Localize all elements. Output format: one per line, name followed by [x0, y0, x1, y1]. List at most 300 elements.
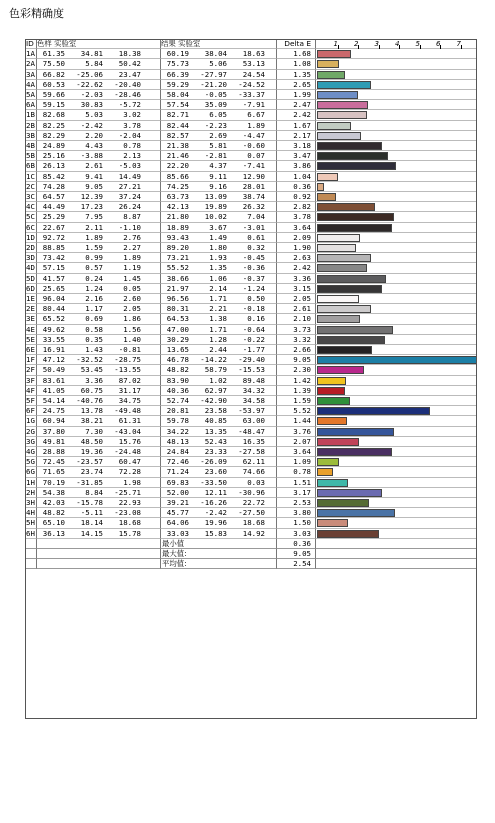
result-value: 35.09 [204, 100, 227, 110]
delta-e-bar [317, 336, 385, 344]
result-value: 20.81 [166, 406, 189, 416]
measured-value: 71.65 [42, 467, 65, 477]
result-value: 82.71 [166, 110, 189, 120]
measured-value: 24.89 [42, 141, 65, 150]
result-lab [161, 110, 277, 120]
result-value: -2.81 [204, 151, 227, 161]
patch-id: 1E [25, 294, 37, 304]
delta-e-bar [317, 162, 396, 170]
delta-e-bar [317, 91, 358, 99]
scale-label: 1 [333, 40, 338, 48]
measured-value: 8.87 [123, 212, 141, 222]
result-lab [161, 212, 277, 222]
result-value: 6.05 [209, 110, 227, 120]
measured-value: 1.89 [123, 253, 141, 263]
result-value: 89.20 [166, 243, 189, 252]
result-lab [161, 518, 277, 528]
result-lab [161, 447, 277, 457]
delta-e-value: 2.61 [277, 304, 316, 314]
measured-lab [37, 416, 161, 426]
patch-id: 6B [25, 161, 37, 171]
delta-e-value: 1.68 [277, 49, 316, 59]
result-value: 9.11 [209, 171, 227, 181]
delta-e-bar [317, 275, 386, 283]
measured-value: 33.55 [42, 334, 65, 344]
result-value: -7.91 [242, 100, 265, 110]
delta-e-value: 3.64 [277, 223, 316, 233]
result-lab [161, 172, 277, 182]
measured-value: 19.36 [80, 447, 103, 456]
measured-value: 0.35 [85, 334, 103, 344]
delta-e-value: 2.66 [277, 345, 316, 355]
measured-value: 50.42 [118, 59, 141, 69]
delta-e-value: 1.44 [277, 416, 316, 426]
bar-cell [316, 253, 477, 263]
measured-value: 0.78 [123, 141, 141, 150]
result-value: 1.02 [209, 375, 227, 385]
measured-value: 85.42 [42, 171, 65, 181]
measured-value: 60.94 [42, 416, 65, 426]
table-row [25, 325, 477, 335]
bar-cell [316, 192, 477, 202]
measured-value: 8.84 [85, 487, 103, 497]
patch-id: 6G [25, 467, 37, 477]
measured-lab [37, 447, 161, 457]
measured-value: 60.53 [42, 79, 65, 89]
measured-value: 61.31 [118, 416, 141, 426]
delta-e-bar [317, 489, 382, 497]
measured-value: -23.08 [114, 508, 141, 518]
measured-value: 2.16 [85, 294, 103, 303]
delta-e-bar [317, 499, 369, 507]
measured-value: 13.78 [80, 406, 103, 416]
measured-lab [37, 508, 161, 518]
delta-e-bar [317, 264, 367, 272]
delta-e-bar [317, 173, 338, 181]
delta-e-bar [317, 346, 372, 354]
result-value: 23.60 [204, 467, 227, 477]
measured-value: 83.61 [42, 375, 65, 385]
summary-spacer [25, 539, 37, 549]
measured-value: 9.41 [85, 171, 103, 181]
result-value: -29.40 [238, 355, 265, 365]
result-lab [161, 192, 277, 202]
result-lab [161, 488, 277, 498]
measured-value: -20.40 [114, 79, 141, 89]
patch-id: 4E [25, 325, 37, 335]
result-lab [161, 151, 277, 161]
summary-spacer [25, 559, 37, 569]
table-row [25, 355, 477, 365]
measured-value: 42.03 [42, 498, 65, 507]
patch-id: 2B [25, 121, 37, 131]
result-value: -3.01 [242, 222, 265, 232]
result-lab [161, 478, 277, 488]
result-value: 14.92 [242, 528, 265, 538]
delta-e-bar [317, 224, 392, 232]
result-lab [161, 467, 277, 477]
measured-value: 1.56 [123, 324, 141, 334]
result-lab [161, 529, 277, 539]
patch-id: 1A [25, 49, 37, 59]
bar-cell [316, 59, 477, 69]
bar-cell [316, 263, 477, 273]
measured-value: 18.68 [118, 518, 141, 528]
table-row [25, 212, 477, 222]
table-row [25, 396, 477, 406]
result-value: 38.04 [204, 49, 227, 59]
measured-value: 54.14 [42, 396, 65, 405]
table-row [25, 294, 477, 304]
bar-cell [316, 90, 477, 100]
patch-id: 6C [25, 223, 37, 233]
measured-value: 37.24 [118, 192, 141, 201]
measured-lab [37, 314, 161, 324]
result-value: 21.38 [166, 141, 189, 150]
result-lab [161, 161, 277, 171]
summary-value: 2.54 [277, 559, 316, 569]
result-lab [161, 365, 277, 375]
delta-e-value: 3.15 [277, 284, 316, 294]
delta-e-bar [317, 366, 364, 374]
patch-id: 5D [25, 274, 37, 284]
patch-id: 4D [25, 263, 37, 273]
result-lab [161, 294, 277, 304]
patch-id: 3H [25, 498, 37, 508]
table-row [25, 365, 477, 375]
patch-id: 3E [25, 314, 37, 324]
patch-id: 2G [25, 427, 37, 437]
result-value: 1.28 [209, 334, 227, 344]
measured-lab [37, 376, 161, 386]
table-row [25, 406, 477, 416]
measured-value: 1.40 [123, 334, 141, 344]
result-value: 1.93 [209, 253, 227, 263]
result-value: 73.21 [166, 253, 189, 263]
patch-id: 3A [25, 70, 37, 80]
delta-e-value: 3.76 [277, 427, 316, 437]
measured-value: 3.02 [123, 110, 141, 120]
summary-row [25, 559, 477, 569]
bar-cell [316, 508, 477, 518]
result-value: 1.89 [247, 120, 265, 130]
result-value: 82.57 [166, 130, 189, 140]
measured-value: 1.98 [123, 477, 141, 487]
measured-value: 70.19 [42, 477, 65, 487]
delta-e-bar [317, 326, 393, 334]
measured-value: 25.65 [42, 283, 65, 293]
result-lab [161, 253, 277, 263]
result-value: 28.01 [242, 181, 265, 191]
delta-e-value: 9.05 [277, 355, 316, 365]
measured-value: 61.35 [42, 49, 65, 59]
measured-lab [37, 223, 161, 233]
patch-id: 2C [25, 182, 37, 192]
measured-lab [37, 110, 161, 120]
bar-cell [316, 437, 477, 447]
delta-e-bar [317, 530, 379, 538]
result-value: -16.26 [200, 498, 227, 507]
result-value: 5.06 [209, 59, 227, 69]
patch-id: 4C [25, 202, 37, 212]
patch-id: 1B [25, 110, 37, 120]
delta-e-bar [317, 152, 388, 160]
delta-e-value: 0.78 [277, 467, 316, 477]
measured-value: -22.62 [76, 79, 103, 89]
table-row [25, 335, 477, 345]
delta-e-value: 3.64 [277, 447, 316, 457]
measured-lab [37, 386, 161, 396]
result-value: 1.80 [209, 243, 227, 252]
table-row [25, 386, 477, 396]
measured-lab [37, 202, 161, 212]
delta-e-value: 1.99 [277, 90, 316, 100]
delta-e-bar [317, 285, 382, 293]
measured-value: -5.72 [118, 100, 141, 110]
measured-value: 15.78 [118, 528, 141, 538]
result-lab [161, 284, 277, 294]
result-value: 16.35 [242, 436, 265, 446]
result-value: 2.14 [209, 283, 227, 293]
measured-value: 60.47 [118, 457, 141, 467]
result-value: 13.09 [204, 192, 227, 201]
measured-lab [37, 161, 161, 171]
result-value: 0.50 [247, 294, 265, 303]
measured-value: 5.84 [85, 59, 103, 69]
measured-lab [37, 243, 161, 253]
measured-value: 2.13 [123, 151, 141, 161]
delta-e-value: 2.42 [277, 263, 316, 273]
patch-id: 1H [25, 478, 37, 488]
table-row [25, 478, 477, 488]
result-lab [161, 131, 277, 141]
measured-lab [37, 437, 161, 447]
table-row [25, 151, 477, 161]
result-value: -48.47 [238, 426, 265, 436]
table-row [25, 488, 477, 498]
delta-e-bar [317, 60, 339, 68]
summary-spacer [37, 549, 161, 559]
patch-id: 5B [25, 151, 37, 161]
measured-value: 48.82 [42, 508, 65, 518]
result-value: -26.09 [200, 457, 227, 467]
patch-id: 2F [25, 365, 37, 375]
result-value: 21.46 [166, 151, 189, 161]
table-row [25, 416, 477, 426]
delta-e-bar [317, 142, 382, 150]
bar-cell [316, 80, 477, 90]
bar-cell [316, 406, 477, 416]
delta-e-bar [317, 132, 361, 140]
bar-cell [316, 223, 477, 233]
measured-value: -24.48 [114, 447, 141, 456]
measured-value: 31.17 [118, 385, 141, 395]
delta-e-bar [317, 356, 477, 364]
result-value: 52.74 [166, 396, 189, 405]
measured-value: 18.14 [80, 518, 103, 528]
measured-lab [37, 233, 161, 243]
measured-value: 0.05 [123, 283, 141, 293]
result-value: -1.24 [242, 283, 265, 293]
result-value: -0.45 [242, 253, 265, 263]
measured-value: 53.45 [80, 365, 103, 375]
measured-lab [37, 212, 161, 222]
result-value: 80.31 [166, 304, 189, 314]
result-value: 83.90 [166, 375, 189, 385]
measured-lab [37, 478, 161, 488]
measured-value: -28.75 [114, 355, 141, 365]
delta-e-bar [317, 101, 368, 109]
measured-value: 96.04 [42, 294, 65, 303]
result-value: -0.22 [242, 334, 265, 344]
measured-value: 54.38 [42, 487, 65, 497]
result-value: 6.67 [247, 110, 265, 120]
delta-e-value: 3.73 [277, 325, 316, 335]
measured-value: 65.10 [42, 518, 65, 528]
table-row [25, 182, 477, 192]
patch-id: 6E [25, 345, 37, 355]
delta-e-value: 1.09 [277, 457, 316, 467]
measured-value: 22.67 [42, 222, 65, 232]
measured-value: 37.80 [42, 426, 65, 436]
delta-e-value: 3.18 [277, 141, 316, 151]
result-value: 22.20 [166, 161, 189, 171]
bar-cell [316, 325, 477, 335]
measured-value: 5.03 [85, 110, 103, 120]
delta-e-bar [317, 397, 350, 405]
patch-id: 6A [25, 100, 37, 110]
measured-lab [37, 59, 161, 69]
measured-value: 26.13 [42, 161, 65, 171]
delta-e-bar [317, 519, 348, 527]
bar-cell [316, 151, 477, 161]
result-value: 60.19 [166, 49, 189, 59]
result-lab [161, 141, 277, 151]
patch-id: 3G [25, 437, 37, 447]
measured-value: 7.95 [85, 212, 103, 222]
result-value: 63.73 [166, 192, 189, 201]
measured-value: 2.60 [123, 294, 141, 303]
delta-e-value: 2.30 [277, 365, 316, 375]
patch-id: 4H [25, 508, 37, 518]
header-id: ID [25, 39, 37, 49]
delta-e-value: 2.09 [277, 233, 316, 243]
result-value: 2.21 [209, 304, 227, 314]
summary-label: 最大值: [161, 549, 277, 559]
result-lab [161, 243, 277, 253]
delta-e-value: 3.32 [277, 335, 316, 345]
scale-label: 6 [436, 40, 441, 48]
measured-value: 26.24 [118, 202, 141, 212]
measured-lab [37, 100, 161, 110]
table-row [25, 141, 477, 151]
result-value: 34.32 [242, 385, 265, 395]
delta-e-bar [317, 479, 348, 487]
delta-e-bar [317, 244, 356, 252]
measured-value: 87.02 [118, 375, 141, 385]
bar-cell [316, 172, 477, 182]
bar-cell [316, 121, 477, 131]
measured-value: 66.82 [42, 69, 65, 79]
result-value: 64.06 [166, 518, 189, 528]
result-lab [161, 457, 277, 467]
measured-value: 1.45 [123, 273, 141, 283]
delta-e-bar [317, 315, 360, 323]
measured-value: 1.24 [85, 283, 103, 293]
result-value: 64.53 [166, 314, 189, 324]
delta-e-value: 3.86 [277, 161, 316, 171]
result-lab [161, 314, 277, 324]
result-value: 19.89 [204, 202, 227, 212]
measured-lab [37, 131, 161, 141]
result-value: 24.84 [166, 447, 189, 456]
summary-spacer [37, 559, 161, 569]
result-value: 1.06 [209, 273, 227, 283]
result-lab [161, 355, 277, 365]
result-lab [161, 498, 277, 508]
result-value: 18.68 [242, 518, 265, 528]
table-row [25, 304, 477, 314]
summary-row [25, 549, 477, 559]
result-value: 18.89 [166, 222, 189, 232]
table-row [25, 192, 477, 202]
measured-lab [37, 294, 161, 304]
result-value: 33.03 [166, 528, 189, 538]
result-value: 34.22 [166, 426, 189, 436]
bar-cell [316, 386, 477, 396]
result-value: 47.00 [166, 324, 189, 334]
delta-e-table [25, 39, 477, 719]
delta-e-bar [317, 509, 395, 517]
bar-cell [316, 355, 477, 365]
measured-value: 2.05 [123, 304, 141, 314]
result-value: 0.07 [247, 151, 265, 161]
result-value: -27.97 [200, 69, 227, 79]
summary-bar-cell [316, 539, 477, 549]
result-value: 13.35 [204, 426, 227, 436]
result-value: 10.02 [204, 212, 227, 222]
delta-e-bar [317, 407, 430, 415]
bar-cell [316, 427, 477, 437]
bar-cell [316, 161, 477, 171]
result-value: 12.90 [242, 171, 265, 181]
measured-value: 82.25 [42, 120, 65, 130]
measured-value: 1.86 [123, 314, 141, 324]
measured-value: -25.06 [76, 69, 103, 79]
result-value: 24.54 [242, 69, 265, 79]
result-value: 19.96 [204, 518, 227, 528]
result-value: 58.04 [166, 90, 189, 99]
result-value: 23.58 [204, 406, 227, 416]
result-lab [161, 202, 277, 212]
measured-lab [37, 457, 161, 467]
bar-cell [316, 457, 477, 467]
result-value: 22.72 [242, 498, 265, 507]
bar-cell [316, 498, 477, 508]
result-value: 1.49 [209, 232, 227, 242]
measured-value: 27.21 [118, 181, 141, 191]
delta-e-value: 1.39 [277, 386, 316, 396]
measured-value: 25.16 [42, 151, 65, 161]
table-row [25, 529, 477, 539]
bar-cell [316, 518, 477, 528]
result-lab [161, 274, 277, 284]
measured-value: 50.49 [42, 365, 65, 375]
measured-lab [37, 335, 161, 345]
bar-cell [316, 141, 477, 151]
summary-label: 最小值 [161, 539, 277, 549]
table-row [25, 274, 477, 284]
